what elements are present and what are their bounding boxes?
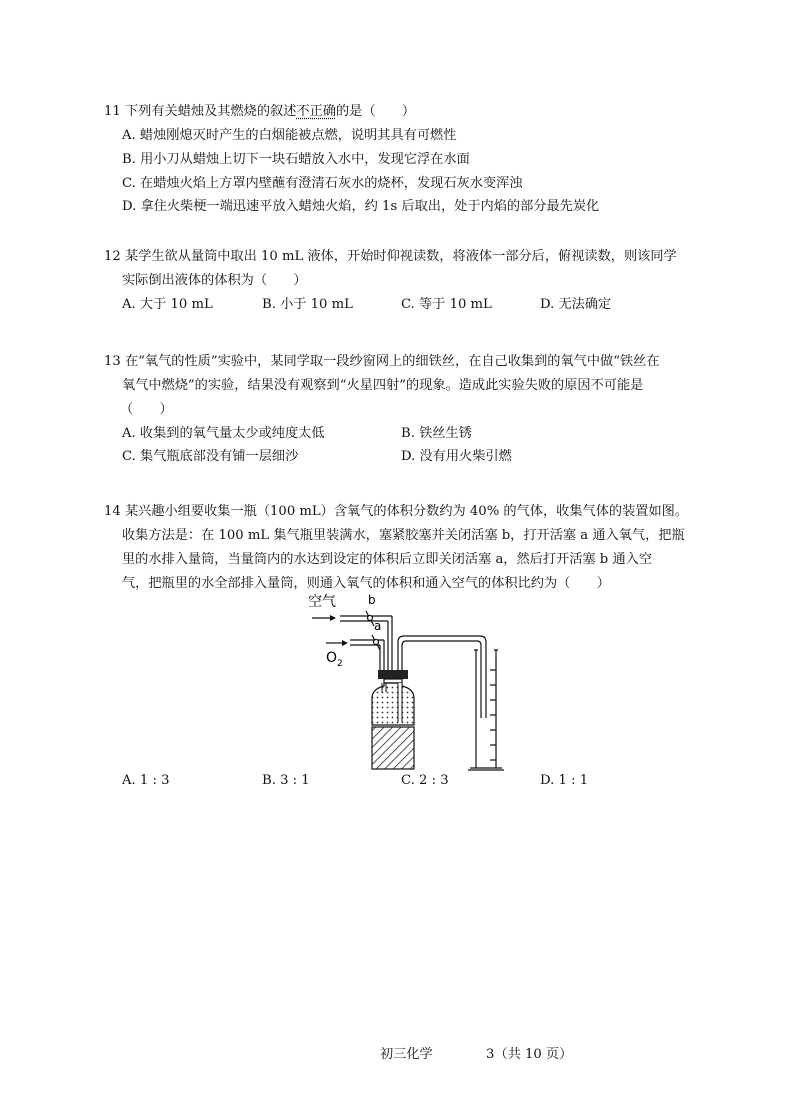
stem-emphasis: 不正确 (296, 104, 336, 119)
gas-collection-apparatus-diagram (300, 590, 540, 780)
oxygen-inlet-arrow (326, 640, 348, 646)
stem-line: 气，把瓶里的水全部排入量筒，则通入氧气的体积和通入空气的体积比约为（ ） (122, 576, 610, 591)
gas-collecting-bottle (372, 683, 414, 725)
stem-line: 收集方法是：在 100 mL 集气瓶里装满水，塞紧胶塞并关闭活塞 b，打开活塞 a 通入氧气，把瓶 (122, 528, 685, 543)
stopcock-b-icon (366, 611, 374, 626)
option-b: B. 3 : 1 (262, 773, 310, 788)
stem-line: 14 某兴趣小组要收集一瓶（100 mL）含氧气的体积分数约为 40% 的气体，收集气体的装置如图。 (104, 504, 689, 519)
option-a: A. 1 : 3 (122, 773, 170, 788)
option-c: C. 集气瓶底部没有铺一层细沙 (122, 449, 299, 464)
stem-line: 实际倒出液体的体积为（ ） (122, 273, 307, 288)
oxygen-tube (350, 640, 384, 672)
option-d: D. 拿住火柴梗一端迅速平放入蜡烛火焰，约 1s 后取出，处于内焰的部分最先炭化 (122, 199, 600, 214)
question-11-stem (104, 100, 415, 119)
stem-line: 氧气中燃烧”的实验，结果没有观察到“火星四射”的现象。造成此实验失败的原因不可能是 (122, 378, 644, 393)
air-label: 空气 (308, 594, 336, 610)
stem-line: 里的水排入量筒，当量筒内的水达到设定的体积后立即关闭活塞 a，然后打开活塞 b 通入空 (122, 552, 653, 567)
footer-subject: 初三化学 (380, 1047, 433, 1062)
option-d: D. 无法确定 (540, 297, 612, 312)
valve-b-label: b (368, 593, 376, 607)
option-d: D. 没有用火柴引燃 (401, 449, 512, 464)
option-a: A. 大于 10 mL (122, 297, 213, 312)
valve-a-label: a (374, 619, 382, 633)
option-a: A. 蜡烛刚熄灭时产生的白烟能被点燃，说明其具有可燃性 (122, 128, 457, 143)
stem-line: 13 在“氧气的性质”实验中，某同学取一段纱窗网上的细铁丝，在自己收集到的氧气中做“铁丝在 (104, 354, 660, 369)
option-c: C. 等于 10 mL (401, 297, 492, 312)
oxygen-label: $O_2$ (326, 650, 343, 669)
stem-text: 11 下列有关蜡烛及其燃烧的叙述 (104, 104, 297, 119)
air-inlet-arrow (312, 615, 336, 621)
wooden-block-stand (372, 727, 414, 769)
option-b: B. 铁丝生锈 (401, 426, 472, 441)
stem-line: （ ） (120, 402, 173, 417)
stem-text: 的是（ ） (335, 104, 416, 119)
stem-line: 12 某学生欲从量筒中取出 10 mL 液体，开始时仰视读数，将液体一部分后，俯视读数，则该同学 (104, 249, 677, 264)
rubber-stopper (378, 670, 408, 679)
option-d: D. 1 : 1 (540, 773, 589, 788)
option-b: B. 小于 10 mL (262, 297, 353, 312)
stopcock-a-icon (372, 635, 380, 650)
footer-page-number: 3（共 10 页） (486, 1047, 573, 1062)
option-a: A. 收集到的氧气量太少或纯度太低 (122, 426, 325, 441)
option-c: C. 在蜡烛火焰上方罩内壁蘸有澄清石灰水的烧杯，发现石灰水变浑浊 (122, 176, 523, 191)
option-c: C. 2 : 3 (401, 773, 449, 788)
option-b: B. 用小刀从蜡烛上切下一块石蜡放入水中，发现它浮在水面 (122, 152, 470, 167)
